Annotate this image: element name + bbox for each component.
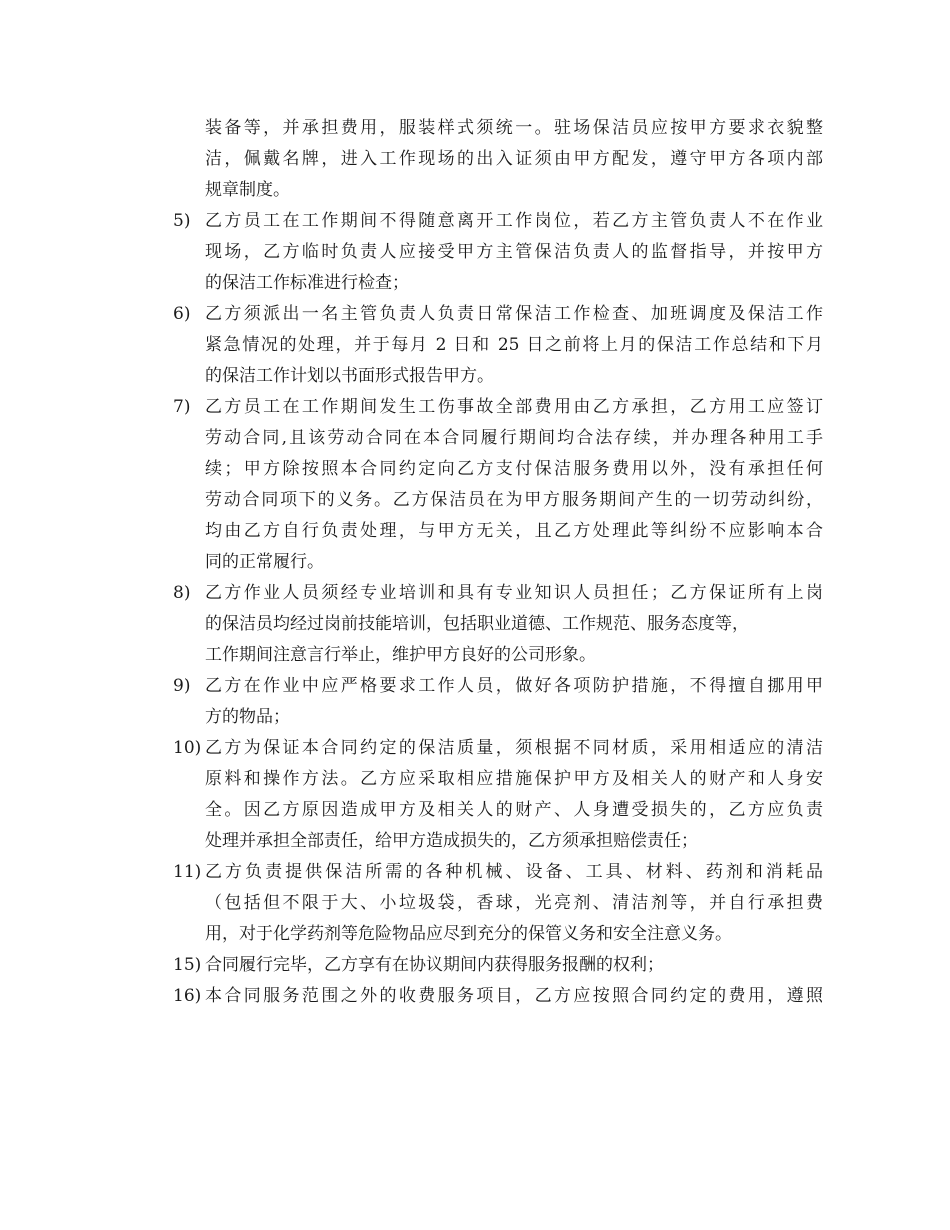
text-line: 续；甲方除按照本合同约定向乙方支付保洁服务费用以外，没有承担任何 [205,459,823,479]
text-line: 合同履行完毕，乙方享有在协议期间内获得服务报酬的权利； [205,955,664,975]
text-line: 乙方作业人员须经专业培训和具有专业知识人员担任；乙方保证所有上岗 [205,583,823,603]
clause-number: 16) [173,986,202,1006]
text-line: 紧急情况的处理，并于每月 2 日和 25 日之前将上月的保洁工作总结和下月 [205,335,823,355]
clause-number: 7) [173,397,191,417]
text-line: 的保洁工作计划以书面形式报告甲方。 [205,366,494,386]
text-line: 本合同服务范围之外的收费服务项目，乙方应按照合同约定的费用，遵照 [205,986,823,1006]
text-line: 乙方为保证本合同约定的保洁质量，须根据不同材质，采用相适应的清洁 [205,738,823,758]
clause-item [173,392,823,578]
clause-item [173,950,823,981]
text-line: 乙方在作业中应严格要求工作人员，做好各项防护措施，不得擅自挪用甲 [205,676,823,696]
text-line: 现场，乙方临时负责人应接受甲方主管保洁负责人的监督指导，并按甲方 [205,242,823,262]
text-line: 处理并承担全部责任，给甲方造成损失的，乙方须承担赔偿责任； [205,831,698,851]
clause-item [173,299,823,392]
text-line: 装备等，并承担费用，服装样式须统一。驻场保洁员应按甲方要求衣貌整 [205,118,823,138]
text-line: 规章制度。 [205,180,290,200]
text-line: 劳动合同,且该劳动合同在本合同履行期间均合法存续，并办理各种用工手 [205,428,823,448]
text-line: （包括但不限于大、小垃圾袋，香球，光亮剂、清洁剂等，并自行承担费 [205,893,823,913]
clause-number: 10) [173,738,202,758]
clause-item [173,981,823,1012]
clause-number: 5) [173,211,191,231]
text-line: 均由乙方自行负责处理，与甲方无关，且乙方处理此等纠纷不应影响本合 [205,521,823,541]
text-line: 乙方员工在工作期间发生工伤事故全部费用由乙方承担，乙方用工应签订 [205,397,823,417]
clause-item [173,206,823,299]
clause-number: 15) [173,955,202,975]
clause-item [173,578,823,671]
document-body [173,113,823,1012]
clause-item [173,733,823,857]
text-line: 乙方员工在工作期间不得随意离开工作岗位，若乙方主管负责人不在作业 [205,211,823,231]
text-line: 原料和操作方法。乙方应采取相应措施保护甲方及相关人的财产和人身安 [205,769,823,789]
text-line: 的保洁员均经过岗前技能培训，包括职业道德、工作规范、服务态度等， [205,614,749,634]
intro-paragraph [173,113,823,206]
text-line: 工作期间注意言行举止，维护甲方良好的公司形象。 [205,645,596,665]
text-line: 的保洁工作标准进行检查； [205,273,409,293]
text-line: 同的正常履行。 [205,552,324,572]
clause-number: 11) [173,862,202,882]
clause-number: 8) [173,583,191,603]
text-line: 方的物品； [205,707,290,727]
text-line: 劳动合同项下的义务。乙方保洁员在为甲方服务期间产生的一切劳动纠纷， [205,490,823,510]
text-line: 乙方须派出一名主管负责人负责日常保洁工作检查、加班调度及保洁工作 [205,304,823,324]
text-line: 乙方负责提供保洁所需的各种机械、设备、工具、材料、药剂和消耗品 [205,862,823,882]
clause-number: 9) [173,676,191,696]
clause-item [173,857,823,950]
clause-number: 6) [173,304,191,324]
clause-item [173,671,823,733]
text-line: 洁，佩戴名牌，进入工作现场的出入证须由甲方配发，遵守甲方各项内部 [205,149,823,169]
text-line: 全。因乙方原因造成甲方及相关人的财产、人身遭受损失的，乙方应负责 [205,800,823,820]
text-line: 用，对于化学药剂等危险物品应尽到充分的保管义务和安全注意义务。 [205,924,732,944]
